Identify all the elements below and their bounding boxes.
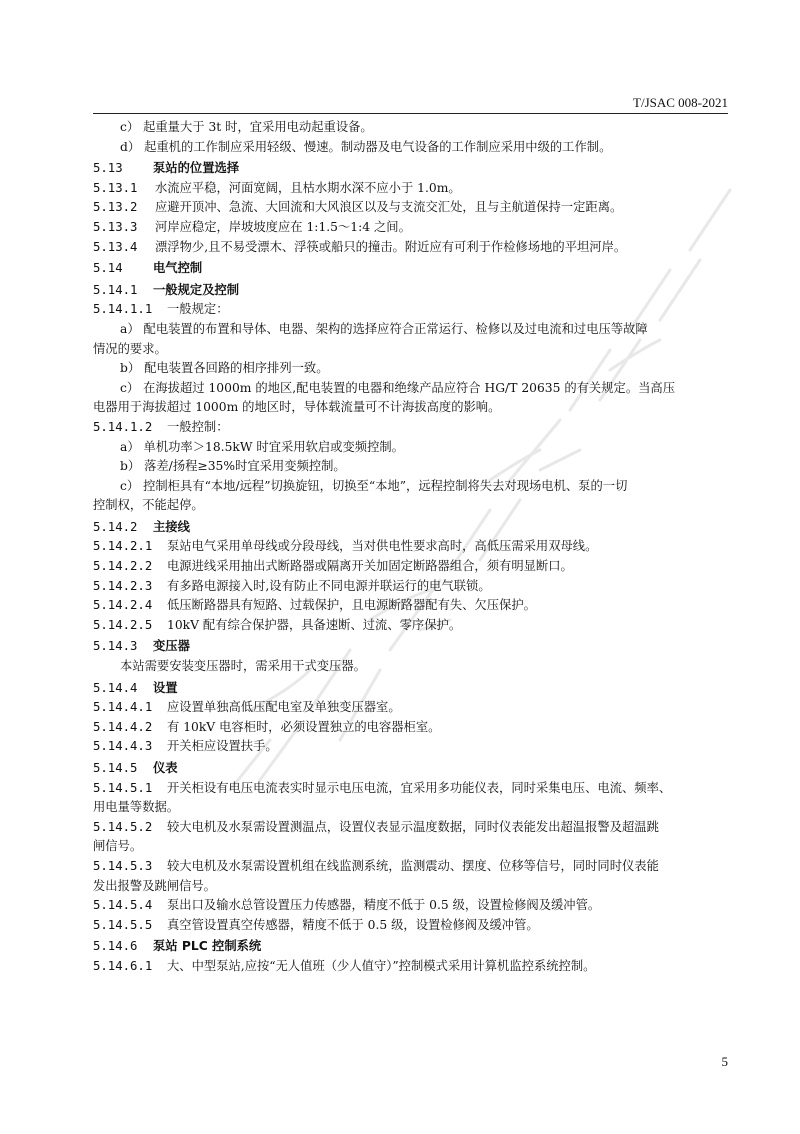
clause-number: 5.13.2 (93, 200, 138, 215)
clause-number: 5.14.2.1 (93, 539, 153, 554)
clause (93, 218, 728, 238)
section-number: 5.14.5 (93, 761, 138, 775)
clause-text: 低压断路器具有短路、过载保护，且电源断路器配有失、欠压保护。 (167, 598, 536, 613)
clause-number: 5.14.5.2 (93, 819, 153, 834)
clause (93, 577, 728, 597)
clause-number: 5.13.4 (93, 239, 138, 254)
header-rule (93, 113, 728, 114)
clause-text: 泵出口及输水总管设置压力传感器，精度不低于 0.5 级，设置检修阀及缓冲管。 (167, 898, 601, 913)
paragraph-line: 发出报警及跳闸信号。 (93, 878, 216, 893)
section-heading (93, 518, 728, 538)
clause-text: 开关柜设有电压电流表实时显示电压电流，宜采用多功能仪表，同时采集电压、电流、频率、 (167, 780, 672, 795)
clause-number: 5.14.4.1 (93, 700, 153, 715)
clause (93, 896, 728, 916)
clause-number: 5.14.2.4 (93, 598, 153, 613)
clause (93, 718, 728, 738)
section-heading (93, 937, 728, 957)
section-title: 设置 (153, 680, 178, 695)
clause (93, 616, 728, 636)
section-number: 5.14.4 (93, 680, 138, 695)
page-number: 5 (721, 1054, 728, 1069)
clause-text: 大、中型泵站,应按“无人值班（少人值守）”控制模式采用计算机监控系统控制。 (167, 958, 596, 973)
paragraph-line: b） 配电装置各回路的相序排列一致。 (120, 361, 329, 376)
section-number: 5.13 (93, 161, 123, 176)
clause-number: 5.14.5.5 (93, 917, 153, 932)
clause-text: 有多路电源接入时,设有防止不同电源并联运行的电气联锁。 (167, 578, 491, 593)
clause-text: 泵站电气采用单母线或分段母线，当对供电性要求高时，高低压需采用双母线。 (167, 539, 598, 554)
clause-text: 电源进线采用抽出式断路器或隔离开关加固定断路器组合，须有明显断口。 (167, 559, 573, 574)
section-heading (93, 159, 728, 179)
section-heading (93, 759, 728, 779)
clause (93, 300, 728, 320)
clause-text: 一般控制： (167, 419, 229, 434)
section-heading (93, 259, 728, 279)
paragraph-line: c） 起重量大于 3t 时，宜采用电动起重设备。 (120, 120, 373, 134)
clause-number: 5.14.1.1 (93, 302, 153, 317)
standard-code: T/JSAC 008-2021 (633, 95, 728, 110)
section-heading (93, 679, 728, 699)
paragraph-line: c） 控制柜具有“本地/远程”切换旋钮，切换至“本地”，远程控制将失去对现场电机、泵的一切 (120, 478, 628, 493)
clause (93, 557, 728, 577)
clause (93, 537, 728, 557)
paragraph-line: 情况的要求。 (93, 341, 167, 356)
clause (93, 238, 728, 258)
clause (93, 957, 728, 977)
clause (93, 418, 728, 438)
clause (93, 779, 728, 799)
section-title: 泵站 PLC 控制系统 (153, 939, 262, 954)
paragraph-line: c） 在海拔超过 1000m 的地区,配电装置的电器和绝缘产品应符合 HG/T 20635 的有关规定。当高压 (120, 380, 676, 395)
section-heading (93, 637, 728, 657)
clause-text: 应避开顶冲、急流、大回流和大风浪区以及与支流交汇处，且与主航道保持一定距离。 (155, 200, 623, 215)
section-number: 5.14.1 (93, 282, 138, 297)
clause (93, 737, 728, 757)
paragraph-line: 控制权，不能起停。 (93, 498, 204, 513)
section-title: 泵站的位置选择 (153, 161, 240, 176)
paragraph-line: 电器用于海拔超过 1000m 的地区时，导体载流量可不计海拔高度的影响。 (93, 400, 501, 415)
clause-number: 5.14.1.2 (93, 419, 153, 434)
paragraph-line: a） 配电装置的布置和导体、电器、架构的选择应符合正常运行、检修以及过电流和过电压等故障 (120, 321, 648, 336)
clause-number: 5.14.5.3 (93, 858, 153, 873)
clause-text: 水流应平稳，河面宽阔，且枯水期水深不应小于 1.0m。 (155, 180, 461, 195)
section-number: 5.14.3 (93, 639, 138, 654)
clause-number: 5.14.2.2 (93, 559, 153, 574)
clause-text: 较大电机及水泵需设置测温点，设置仪表显示温度数据，同时仪表能发出超温报警及超温跳 (167, 819, 659, 834)
clause-number: 5.14.5.1 (93, 780, 153, 795)
clause-text: 有 10kV 电容柜时，必须设置独立的电容器柜室。 (167, 719, 441, 734)
clause-text: 应设置单独高低压配电室及单独变压器室。 (167, 700, 401, 715)
section-number: 5.14.2 (93, 519, 138, 534)
paragraph-line: d） 起重机的工作制应采用轻级、慢速。制动器及电气设备的工作制应采用中级的工作制。 (120, 139, 612, 154)
clause (93, 596, 728, 616)
clause (93, 698, 728, 718)
section-number: 5.14.6 (93, 939, 138, 954)
clause-number: 5.14.6.1 (93, 958, 153, 973)
clause-number: 5.14.4.3 (93, 739, 153, 754)
clause (93, 179, 728, 199)
clause-text: 河岸应稳定，岸坡坡度应在 1:1.5～1:4 之间。 (155, 219, 411, 234)
clause-number: 5.14.4.2 (93, 719, 153, 734)
clause-number: 5.14.2.3 (93, 578, 153, 593)
paragraph-line: 用电量等数据。 (93, 800, 180, 815)
clause-text: 10kV 配有综合保护器，具备速断、过流、零序保护。 (167, 617, 462, 632)
document-body (93, 118, 728, 977)
clause-text: 真空管设置真空传感器，精度不低于 0.5 级，设置检修阀及缓冲管。 (167, 917, 539, 932)
clause-number: 5.13.1 (93, 180, 138, 195)
section-title: 主接线 (153, 519, 190, 534)
paragraph-line: b） 落差/扬程≥35%时宜采用变频控制。 (120, 459, 346, 474)
clause-text: 较大电机及水泵需设置机组在线监测系统，监测震动、摆度、位移等信号，同时同时仪表能 (167, 858, 659, 873)
clause-text: 漂浮物少,且不易受漂木、浮筷或船只的撞击。附近应有可利于作检修场地的平坦河岸。 (155, 239, 627, 254)
clause-number: 5.14.5.4 (93, 898, 153, 913)
clause-number: 5.13.3 (93, 219, 138, 234)
paragraph-line: 闸信号。 (93, 839, 143, 854)
clause-number: 5.14.2.5 (93, 617, 153, 632)
section-heading (93, 281, 728, 301)
clause-text: 一般规定： (167, 302, 229, 317)
section-title: 一般规定及控制 (153, 282, 240, 297)
section-number: 5.14 (93, 261, 123, 276)
section-title: 电气控制 (153, 261, 203, 276)
clause-text: 开关柜应设置扶手。 (167, 739, 278, 754)
section-title: 变压器 (153, 639, 190, 654)
section-title: 仪表 (153, 761, 178, 775)
paragraph-line: a） 单机功率＞18.5kW 时宜采用软启或变频控制。 (120, 439, 404, 454)
clause (93, 198, 728, 218)
clause (93, 916, 728, 936)
clause (93, 857, 728, 877)
clause (93, 818, 728, 838)
paragraph-line: 本站需要安装变压器时，需采用干式变压器。 (120, 659, 366, 674)
